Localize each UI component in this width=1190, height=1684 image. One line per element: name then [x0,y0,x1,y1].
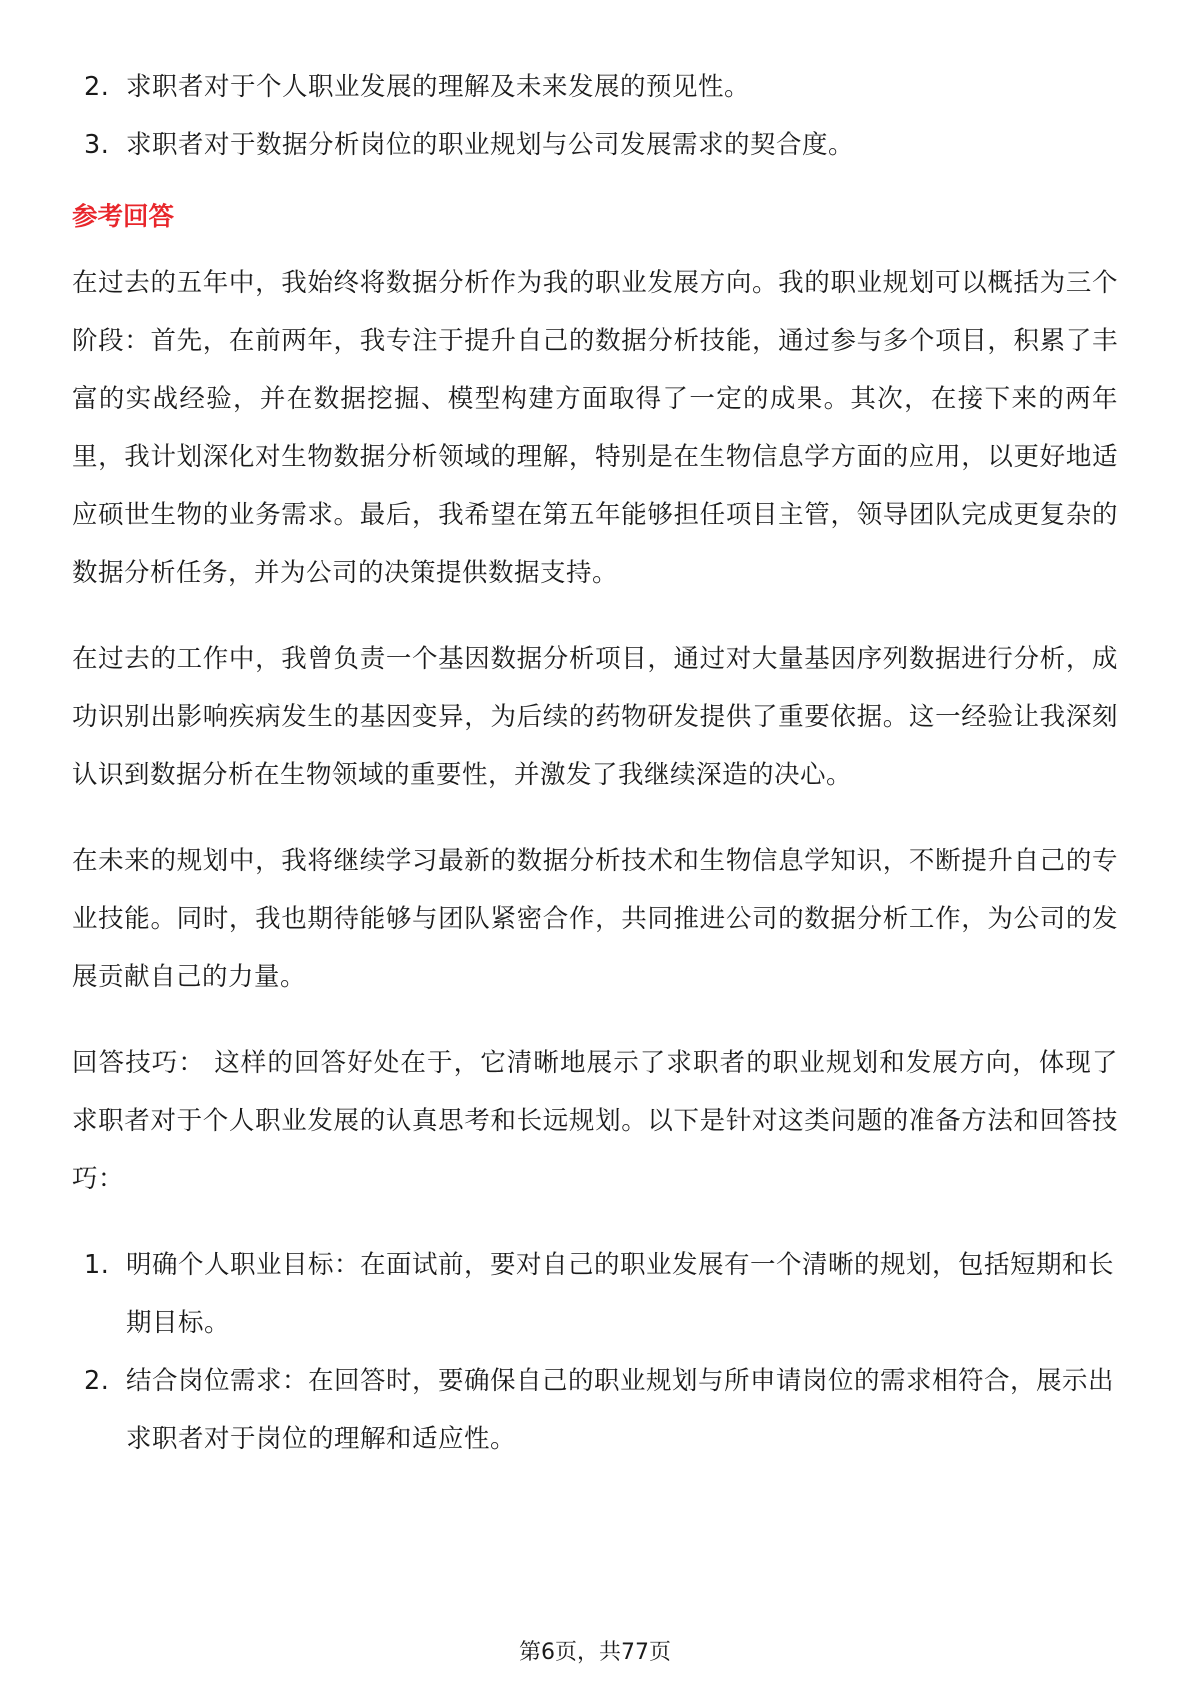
list-item-number: 2. [84,1366,110,1396]
list-item-number: 1. [84,1250,110,1280]
paragraph: 在未来的规划中，我将继续学习最新的数据分析技术和生物信息学知识，不断提升自己的专业技能。同时，我也期待能够与团队紧密合作，共同推进公司的数据分析工作，为公司的发展贡献自己的力量。 [72,846,1118,992]
list-item [72,1352,1118,1468]
list-item-text: 明确个人职业目标：在面试前，要对自己的职业发展有一个清晰的规划，包括短期和长期目标。 [126,1250,1115,1338]
list-item [72,116,1118,174]
list-item-number: 2. [84,72,110,102]
paragraph: 在过去的工作中，我曾负责一个基因数据分析项目，通过对大量基因序列数据进行分析，成功识别出影响疾病发生的基因变异，为后续的药物研发提供了重要依据。这一经验让我深刻认识到数据分析在生物领域的重要性，并激发了我继续深造的决心。 [72,644,1118,790]
intro-list [72,58,1118,174]
tips-list [72,1236,1118,1468]
page-footer: 第6页，共77页 [519,1640,671,1665]
list-item-text: 结合岗位需求：在回答时，要确保自己的职业规划与所申请岗位的需求相符合，展示出求职者对于岗位的理解和适应性。 [126,1366,1115,1454]
answer-tips-paragraph: 回答技巧： 这样的回答好处在于，它清晰地展示了求职者的职业规划和发展方向，体现了求职者对于个人职业发展的认真思考和长远规划。以下是针对这类问题的准备方法和回答技巧： [72,1048,1118,1194]
list-item [72,58,1118,116]
list-item-text: 求职者对于数据分析岗位的职业规划与公司发展需求的契合度。 [126,130,855,160]
page-content [72,58,1118,1468]
answer-heading: 参考回答 [72,202,175,232]
list-item-text: 求职者对于个人职业发展的理解及未来发展的预见性。 [126,72,751,102]
list-item [72,1236,1118,1352]
list-item-number: 3. [84,130,110,160]
paragraph: 在过去的五年中，我始终将数据分析作为我的职业发展方向。我的职业规划可以概括为三个阶段：首先，在前两年，我专注于提升自己的数据分析技能，通过参与多个项目，积累了丰富的实战经验，并在数据挖掘、模型构建方面取得了一定的成果。其次，在接下来的两年里，我计划深化对生物数据分析领域的理解，特别是在生物信息学方面的应用，以更好地适应硕世生物的业务需求。最后，我希望在第五年能够担任项目主管，领导团队完成更复杂的数据分析任务，并为公司的决策提供数据支持。 [72,268,1118,588]
